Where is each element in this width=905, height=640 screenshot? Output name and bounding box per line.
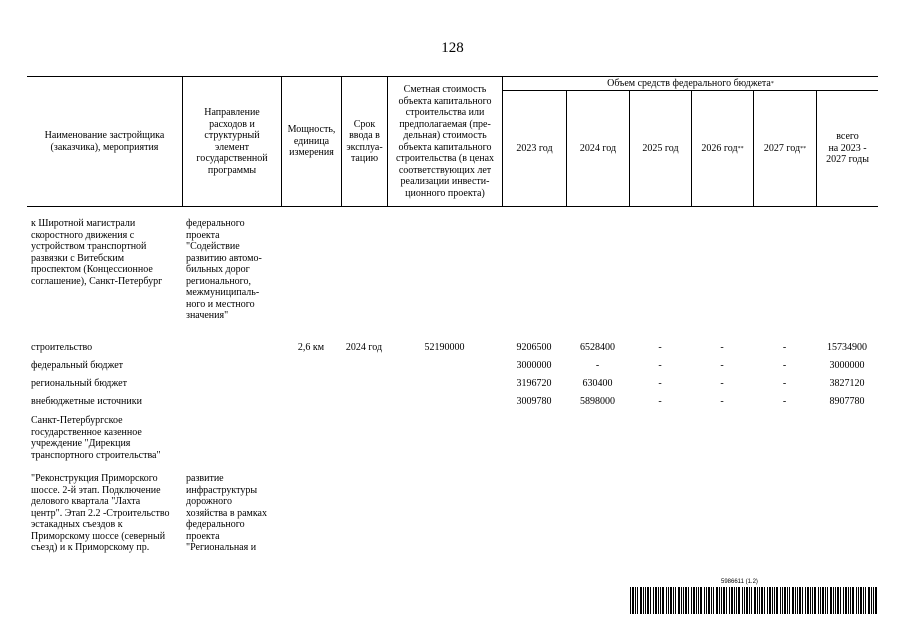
- col-header-name: Наименование застройщика (заказчика), мероприятия: [44, 130, 165, 153]
- header-bottom-border: [27, 206, 878, 207]
- barcode-label: 5986611 (1.2): [721, 579, 758, 585]
- col-header-2023: 2023 год: [502, 91, 566, 206]
- col-header-2027: 2027 год **: [753, 91, 816, 206]
- object1-name: к Широтной магистрали скоростного движения с устройством транспортной развязки с Витебским проспектом (Концессионное соглашение), Санкт-Петербург: [31, 218, 163, 287]
- col-header-cost: Сметная стоимость объекта капитального строительства или предполагаемая (пре- дельная) стоимость объекта капитального строительства (в ценах соответствующих лет реализации инвести- ционного проекта): [387, 77, 502, 206]
- col-header-2025: 2025 год: [629, 91, 691, 206]
- federal-group-label: Объем средств федерального бюджета: [607, 77, 771, 89]
- object1-direction: федерального проекта "Содействие развитию автомо- бильных дорог регионального, межмуниципаль- ного и местного значения": [186, 218, 262, 321]
- col-header-total: всего на 2023 - 2027 годы: [816, 91, 878, 206]
- col-header-2024: 2024 год: [566, 91, 629, 206]
- page-number: 128: [441, 40, 464, 56]
- object2-direction: развитие инфраструктуры дорожного хозяйства в рамках федерального проекта "Региональная и: [186, 473, 267, 553]
- object2-name: "Реконструкция Приморского шоссе. 2-й этап. Подключение делового квартала "Лахта центр". Этап 2.2 -Строительство эстакадных съездов к Приморскому шоссе (северный съезд) и к Приморскому пр.: [31, 473, 170, 553]
- col-header-federal-group: Объем средств федерального бюджета *: [502, 77, 878, 90]
- col-header-direction: Направление расходов и структурный элемент государственной программы: [182, 77, 281, 206]
- col-header-capacity: Мощность, единица измерения: [281, 77, 341, 206]
- customer-name: Санкт-Петербургское государственное казенное учреждение "Дирекция транспортного строительства": [31, 415, 161, 461]
- barcode-image: [630, 587, 877, 614]
- col-header-2026: 2026 год **: [691, 91, 753, 206]
- col-header-term: Срок ввода в эксплуа- тацию: [341, 77, 387, 206]
